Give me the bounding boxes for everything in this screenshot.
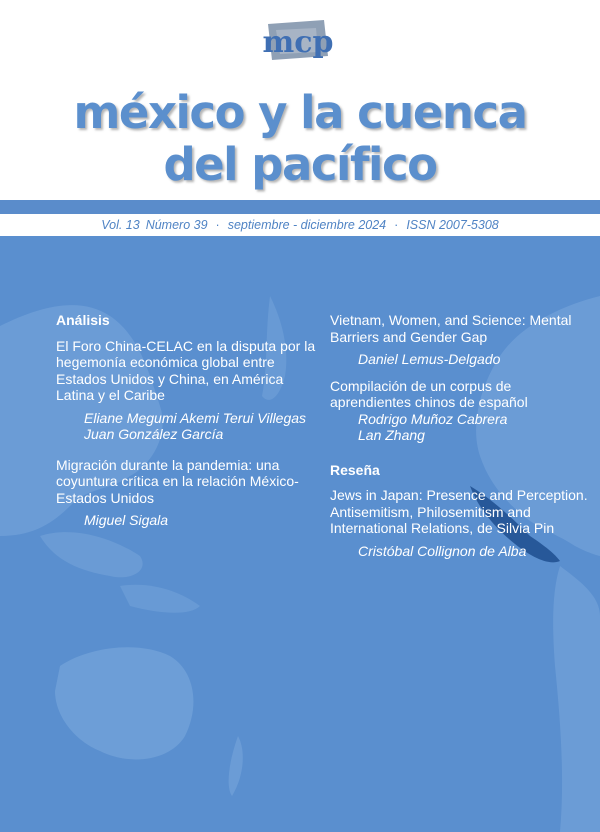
article-author: Eliane Megumi Akemi Terui Villegas: [84, 409, 307, 426]
cover-header: [0, 0, 600, 200]
issue-info: [0, 214, 600, 236]
section-heading-analisis: Análisis: [56, 312, 110, 328]
mcp-logo-icon: [262, 18, 334, 66]
review-title: Jews in Japan: Presence and Perception. Antisemitism, Philosemitism and International Relations, de Silvia Pin: [330, 487, 588, 536]
journal-title-line2: del pacífico: [163, 138, 437, 191]
article-title: Migración durante la pandemia: una coyuntura crítica en la relación México-Estados Unidos: [56, 456, 299, 506]
journal-title-line1: méxico y la cuenca: [73, 86, 527, 139]
issue-number: Número 39: [145, 218, 208, 232]
review-author: Cristóbal Collignon de Alba: [358, 542, 527, 559]
issue-separator: ·: [215, 218, 220, 232]
article-author: Juan González García: [84, 426, 224, 442]
article-title: Vietnam, Women, and Science: Mental Barriers and Gender Gap: [330, 312, 572, 345]
divider-band: [0, 200, 600, 214]
right-column: [330, 312, 592, 559]
logo-text: mcp: [262, 25, 334, 60]
issue-volume: Vol. 13: [101, 218, 140, 232]
article-author: Lan Zhang: [358, 427, 425, 443]
article-author: Miguel Sigala: [84, 512, 169, 528]
section-heading-resena: Reseña: [330, 461, 380, 478]
article-author: Rodrigo Muñoz Cabrera: [358, 410, 508, 427]
left-column: [56, 312, 318, 529]
article-author: Daniel Lemus-Delgado: [358, 351, 501, 367]
article-title: Compilación de un corpus de aprendientes chinos de español: [330, 377, 528, 410]
issue-issn: ISSN 2007-5308: [406, 218, 499, 232]
issue-period: septiembre - diciembre 2024: [227, 218, 387, 232]
article-title: El Foro China-CELAC en la disputa por la hegemonía económica global entre Estados Unidos y China, en América Latina y el Caribe: [56, 337, 316, 403]
issue-separator: ·: [394, 218, 399, 232]
